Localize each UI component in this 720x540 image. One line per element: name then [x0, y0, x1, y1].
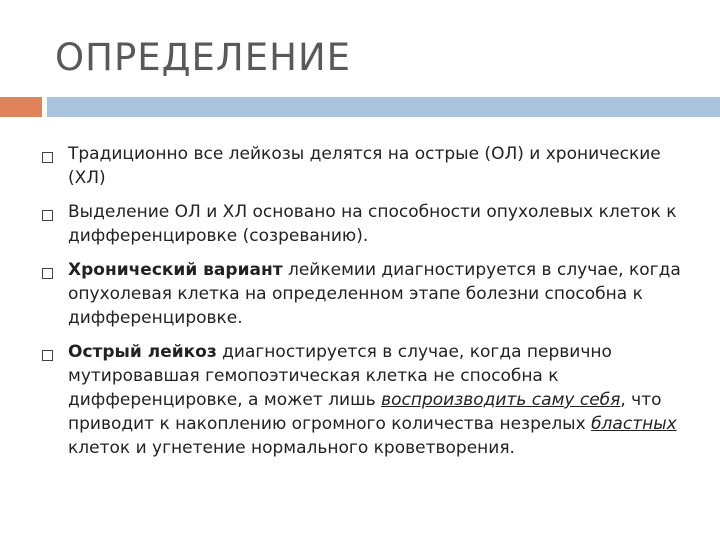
bullet-bold-term: Острый лейкоз [68, 342, 217, 362]
bullet-text: , что приводит к накоплению огромного количества незрелых [68, 390, 662, 434]
bullet-box-icon [42, 152, 53, 163]
bullet-text: Выделение ОЛ и ХЛ основано на способности опухолевых клеток к дифференцировке (созреванию). [68, 202, 677, 246]
emphasis-text: бластных [591, 414, 677, 434]
bullet-item-4 [68, 340, 698, 460]
bullet-item-1 [68, 142, 698, 190]
bullet-text: клеток и угнетение нормального кроветворения. [68, 438, 515, 458]
bullet-box-icon [42, 268, 53, 279]
bullet-item-2 [68, 200, 698, 248]
emphasis-text: воспроизводить саму себя [381, 390, 621, 410]
bullet-text: лейкемии диагностируется в случае, когда опухолевая клетка на определенном этапе болезни способна к дифференцировке. [68, 260, 681, 328]
bullet-item-3 [68, 258, 698, 330]
bullet-bold-term: Хронический вариант [68, 260, 283, 280]
bullet-text: Традиционно все лейкозы делятся на острые (ОЛ) и хронические (ХЛ) [68, 144, 661, 188]
slide-title: ОПРЕДЕЛЕНИЕ [55, 36, 351, 79]
bullet-text: диагностируется в случае, когда первично мутировавшая гемопоэтическая клетка не способна к дифференцировке, а может лишь [68, 342, 612, 410]
bullet-box-icon [42, 210, 53, 221]
bullet-box-icon [42, 350, 53, 361]
